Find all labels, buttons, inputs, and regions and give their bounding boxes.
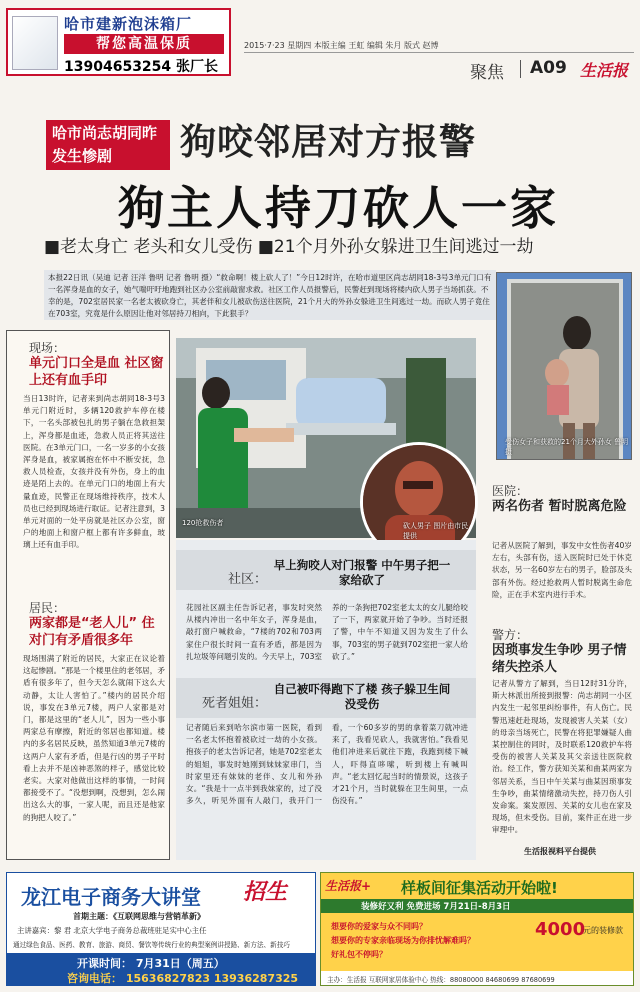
sister-body: 记者随后来到哈尔滨市第一医院，看到一名老太怀抱着被砍过一劫的小女孩。抱孩子的老太告诉记者，她是702室老太的姐姐，事发时她刚到妹妹家串门，当时家里还有妹妹的老伴、女儿和外孙女。“我是十一点半到我妹家的，过了没多久，听见外面有人敲门，我开门一看，一个60多岁的男的拿着菜刀就冲进来了，我看见砍人，我就害怕。”我看见他们冲进来后就往下跑，我跑到楼下喊人，吓得直哆嗦，听到楼上有喊叫声。“老太回忆起当时的情景说，这孩子才21个月，当时就躲在卫生间里，一点伤没有。” xyxy=(186,723,468,806)
hospital-title: 两名伤者 暂时脱离危险 xyxy=(492,499,627,514)
section-name: 聚焦 xyxy=(470,63,504,83)
headline-top: 狗咬邻居对方报警 xyxy=(180,121,477,163)
scene-body: 当日13时许，记者来到尚志胡同18-3号3单元门附近时，多辆120救护车停在楼下，一名头部被包扎的男子躺在急救担架上，浑身都是血迹，急救人员正将其送往医院。在3单元门口，一名一岁多的小女孩浑身是血，被家属抱在怀中不断安抚，急救人员检查，女孩并没有外伤，身上的血迹是陌上去的。在单元门口的地面上有大量血迹，民警正在现场维持秩序，技术人员也已经到现场进行取证。记者注意到，3单元对面的一处平房就是社区办公室，窗户的地面上和窗户框上都有许多鲜血，玻璃上还有血手印。 xyxy=(23,394,165,550)
factory-ad[interactable] xyxy=(6,8,231,76)
photo-woman-child-art xyxy=(497,273,632,460)
header-rule xyxy=(244,52,634,53)
community-body: 花园社区副主任告诉记者，事发时突然从楼内冲出一名中年女子，浑身是血，敲打窗户喊救命，“7楼的702和703两家住户很长时间一直有矛盾，都是因为扎垃圾等问题引发的。今天早上，703室养的一条狗把702室老太太的女儿腿给咬了一下，两家就开始了争吵。当时还报了警，中午不知道又因为发生了什么事，703室的男子就到702室把一家人给砍了。” xyxy=(186,603,468,661)
ad-phone: 13904653254 张厂长 xyxy=(64,59,219,75)
showroom-contact: 主办：生活报 互联网家居体验中心 热线：88080000 84680699 87680699 xyxy=(327,976,555,984)
ad-company-name: 哈市建新泡沫箱厂 xyxy=(64,15,193,33)
showroom-q3: 好礼包不停吗？ xyxy=(331,950,387,959)
photo-woman-child xyxy=(496,272,632,460)
showroom-price: 4000 xyxy=(535,919,586,940)
ecommerce-ad[interactable] xyxy=(6,872,316,986)
community-title: 早上狗咬人对门报警 中午男子把一家给砍了 xyxy=(273,558,451,587)
showroom-title: 样板间征集活动开始啦! xyxy=(401,879,558,897)
headline-kicker: 哈市尚志胡同昨发生惨剧 xyxy=(46,120,170,170)
newspaper-brand: 生活报 xyxy=(580,61,629,80)
showroom-sub: 装修好又利 免费进场 7月21日-8月3日 xyxy=(361,902,511,912)
ecommerce-desc: 通过绿色食品、医药、教育、旅游、商贸、餐饮等传统行业的典型案例讲授路、新方法、新技巧 xyxy=(13,941,290,949)
ecommerce-phone: 咨询电话： 15636827823 13936287325 xyxy=(67,972,299,985)
left-column xyxy=(6,330,170,860)
community-label: 社区： xyxy=(228,572,268,587)
photo-inset-caption: 砍人男子 图片由市民提供 xyxy=(403,522,469,540)
article-credit: 生活报视料平台提供 xyxy=(524,847,596,856)
hospital-label: 医院： xyxy=(492,484,529,498)
scene-label: 现场： xyxy=(29,341,66,355)
ecommerce-title: 龙江电子商务大讲堂 xyxy=(21,885,201,909)
showroom-price-note: 元的装修款 xyxy=(583,926,623,935)
police-label: 警方： xyxy=(492,628,529,642)
showroom-q2: 想要你的专家亲临现场为你排忧解难吗？ xyxy=(331,936,475,945)
showroom-ad[interactable] xyxy=(320,872,634,986)
ecommerce-topic: 首期主题：《互联网思维与营销革新》 xyxy=(73,912,205,921)
scene-title: 单元门口全是血 社区窗上还有血手印 xyxy=(29,356,164,388)
police-title: 因琐事发生争吵 男子情绪失控杀人 xyxy=(492,643,627,675)
showroom-brand: 生活报+ xyxy=(325,879,372,893)
sister-label: 死者姐姐： xyxy=(202,696,268,711)
lead-paragraph: 本报22日讯（吴迪 记者 汪洋 鲁明 记者 鲁明 摄）“救命啊！楼上砍人了！”今日12时许，在哈市道里区尚志胡同18-3号3单元门口有一名浑身是血的女子，她气喘吁吁地跑到社区办公室前敲窗求救。社区工作人员报警后，民警赶到现场将楼内砍人男子当场抓获。不幸的是，702室居民家一名老太被砍身亡，其老伴和女儿被砍伤送往医院，21个月大的外孙女躲进卫生间逃过一劫。而砍人男子竟住在703室，究竟是什么原因让他对邻居持刀相向，下此狠手？ xyxy=(44,270,496,320)
resident-title: 两家都是“老人儿” 住对门有矛盾很多年 xyxy=(29,616,155,648)
middle-column xyxy=(176,540,476,860)
sister-title: 自己被吓得跑下了楼 孩子躲卫生间没受伤 xyxy=(273,682,451,711)
showroom-q1: 想要你的爱家与众不同吗？ xyxy=(331,922,427,931)
ad-slogan: 帮您高温保质 xyxy=(64,34,224,54)
photo-main-caption: 120抢救伤者 xyxy=(182,519,224,527)
header-divider xyxy=(520,60,521,78)
headline-main: 狗主人持刀砍人一家 xyxy=(118,181,559,235)
ecommerce-stamp: 招生 xyxy=(243,880,288,905)
foam-box-icon xyxy=(12,16,58,70)
headline-sub: ■老太身亡 老头和女儿受伤 ■21个月外孙女躲进卫生间逃过一劫 xyxy=(44,237,534,257)
resident-body: 现场围满了附近的居民，大家正在议论着这起惨剧。“那是一个楼里住的老邻居，矛盾有很多年了，但今天怎么就闹下这么大动静，太让人害怕了。”楼内的居民介绍说，事发在3单元7楼，两户人家都是对门，都是这里的“老人儿”，因为一些小事两家总有摩擦，附近的邻居也都知道。楼内的多名居民反映，虽然知道3单元7楼的这两户人家有矛盾，但是行凶的男子平时看上去并不是凶神恶煞的样子，感觉比较老实。大家对他做出这样的事情，一时间都接受不了。“没想到啊，没想到，怎么闹出这么大的事，一家人呢，而且还是他家的狗把人咬了。” xyxy=(23,654,165,822)
police-body: 记者从警方了解到，当日12时31分许，斯大林派出所接到报警：尚志胡同一小区内发生一起邻里纠纷事件，有人伤亡。民警迅速赶赴现场，发现被害人关某（女）的母亲当场死亡，民警在将犯罪嫌疑人曲某控制住的同时，及时联系120救护车将受伤的被害人关某及其父亲送往医院救治。经工作，警方获知关某和曲某两家为邻居关系，当日中午关某与曲某因琐事发生争吵，曲某情绪激动失控，持刀伤人引发命案。案发原因、关某的女儿也在家及现场，但未受伤。目前，案件正在进一步审理中。 xyxy=(492,679,632,835)
ecommerce-time: 开课时间： 7月31日（周五） xyxy=(77,957,225,970)
issue-meta: 2015·7·23 星期四 本版主编 王虹 编辑 朱月 版式 赵博 xyxy=(244,41,439,50)
resident-label: 居民： xyxy=(29,601,66,615)
ecommerce-speaker: 主讲嘉宾：黎 君 北京大学电子商务总裁班驻足实中心主任 xyxy=(17,926,207,935)
right-column xyxy=(484,470,634,860)
page-number: A09 xyxy=(530,58,567,78)
hospital-body: 记者从医院了解到，事发中女性伤者40岁左右，头部有伤，送入医院时已处于休克状态，另一名60岁左右的男子，脸部及头部有外伤。经过抢救两人暂时脱离生命危险，正在手术室内进行手术。 xyxy=(492,541,632,599)
photo-right-caption: 受伤女子和获救的21个月大外孙女 鲁明 摄 xyxy=(505,438,629,456)
